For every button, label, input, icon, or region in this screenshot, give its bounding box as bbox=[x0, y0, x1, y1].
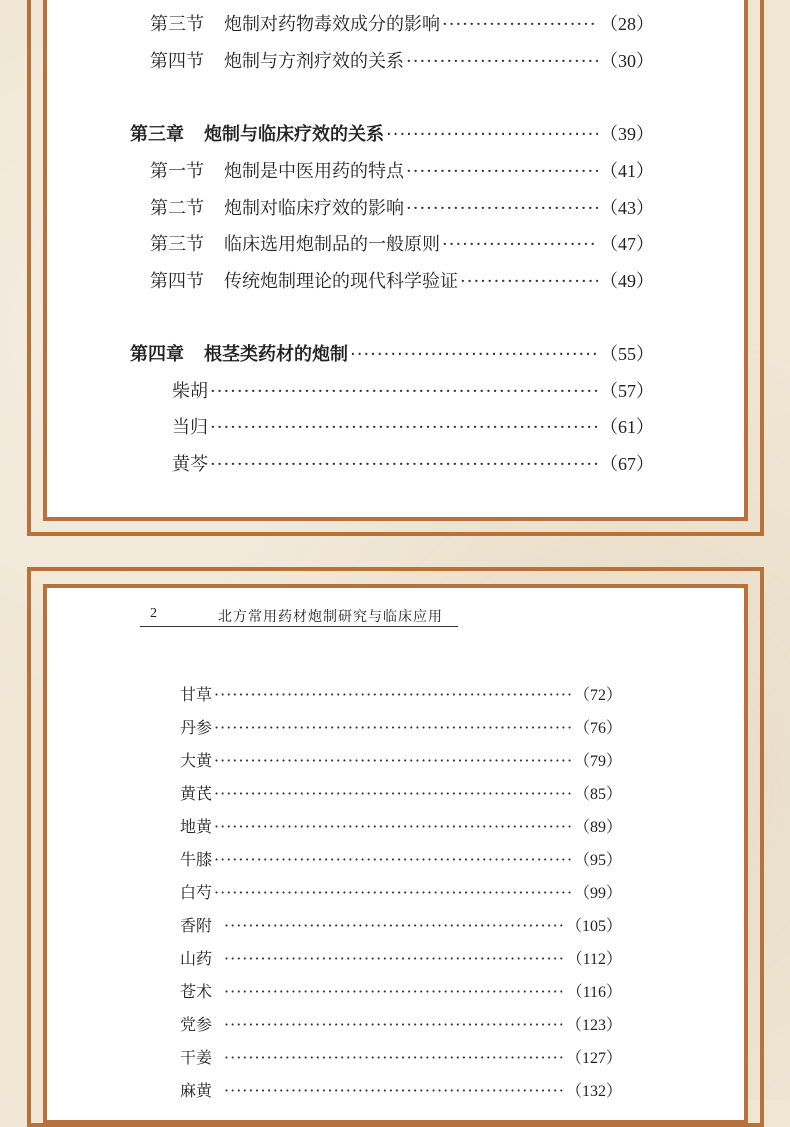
entry-page: （61） bbox=[600, 417, 654, 437]
toc-entry bbox=[172, 413, 654, 437]
entry-page: （79） bbox=[573, 753, 622, 770]
toc-chapter-entry bbox=[130, 120, 654, 144]
dot-leader bbox=[386, 124, 598, 145]
entry-page: （112） bbox=[566, 951, 622, 968]
entry-page: （30） bbox=[600, 51, 654, 71]
toc-entry bbox=[150, 10, 654, 34]
entry-page: （47） bbox=[600, 234, 654, 254]
toc-entry bbox=[180, 814, 622, 837]
header-page-number: 2 bbox=[150, 606, 157, 621]
dot-leader bbox=[224, 1081, 564, 1100]
entry-title: 白芍 bbox=[180, 883, 213, 902]
entry-page: （67） bbox=[600, 454, 654, 474]
entry-page: （127） bbox=[565, 1050, 622, 1067]
dot-leader bbox=[214, 751, 572, 770]
entry-title: 黄芪 bbox=[180, 784, 213, 803]
toc-entry bbox=[150, 267, 654, 291]
toc-entry bbox=[180, 1012, 622, 1035]
header-book-title: 北方常用药材炮制研究与临床应用 bbox=[218, 609, 443, 625]
entry-page: （89） bbox=[573, 819, 622, 836]
page-frame-inner bbox=[43, 0, 748, 521]
toc-entry bbox=[180, 781, 622, 804]
toc-entry bbox=[150, 47, 654, 71]
entry-page: （41） bbox=[600, 161, 654, 181]
dot-leader bbox=[214, 718, 572, 737]
toc-chapter-entry bbox=[130, 340, 654, 364]
entry-title: 干姜 bbox=[180, 1048, 213, 1067]
entry-page: （43） bbox=[600, 198, 654, 218]
entry-page: （132） bbox=[565, 1083, 622, 1100]
toc-entry bbox=[150, 230, 654, 254]
entry-title: 当归 bbox=[172, 417, 208, 438]
entry-page: （116） bbox=[566, 984, 622, 1001]
entry-page: （55） bbox=[600, 344, 654, 364]
entry-page: （99） bbox=[573, 885, 622, 902]
toc-entry bbox=[180, 979, 622, 1002]
dot-leader bbox=[210, 381, 598, 402]
entry-number: 第四节 bbox=[150, 271, 204, 292]
dot-leader bbox=[210, 417, 598, 438]
dot-leader bbox=[442, 234, 598, 255]
entry-number: 第四章 bbox=[130, 344, 184, 365]
entry-page: （85） bbox=[573, 786, 622, 803]
dot-leader bbox=[224, 949, 565, 968]
entry-number: 第二节 bbox=[150, 198, 204, 219]
entry-page: （76） bbox=[573, 720, 622, 737]
entry-number: 第三节 bbox=[150, 14, 204, 35]
entry-number: 第四节 bbox=[150, 51, 204, 72]
entry-title: 柴胡 bbox=[172, 381, 208, 402]
entry-page: （39） bbox=[600, 124, 654, 144]
toc-entry bbox=[180, 1078, 622, 1101]
entry-number: 第三节 bbox=[150, 234, 204, 255]
dot-leader bbox=[214, 685, 572, 704]
entry-page: （57） bbox=[600, 381, 654, 401]
entry-title: 牛膝 bbox=[180, 850, 213, 869]
entry-page: （72） bbox=[573, 687, 622, 704]
toc-entry bbox=[172, 450, 654, 474]
toc-entry bbox=[180, 715, 622, 738]
dot-leader bbox=[214, 784, 572, 803]
dot-leader bbox=[406, 51, 598, 72]
toc-entry bbox=[180, 1045, 622, 1068]
entry-page: （49） bbox=[600, 271, 654, 291]
entry-title: 根茎类药材的炮制 bbox=[204, 344, 348, 365]
entry-title: 炮制对药物毒效成分的影响 bbox=[224, 14, 440, 35]
entry-title: 炮制与方剂疗效的关系 bbox=[224, 51, 404, 72]
entry-page: （123） bbox=[565, 1017, 622, 1034]
dot-leader bbox=[460, 271, 598, 292]
entry-number: 第三章 bbox=[130, 124, 184, 145]
entry-title: 甘草 bbox=[180, 685, 213, 704]
entry-title: 大黄 bbox=[180, 751, 213, 770]
dot-leader bbox=[406, 198, 598, 219]
toc-entry bbox=[180, 682, 622, 705]
entry-title: 黄芩 bbox=[172, 454, 208, 475]
running-header bbox=[140, 606, 458, 627]
entry-title: 炮制与临床疗效的关系 bbox=[204, 124, 384, 145]
entry-title: 临床选用炮制品的一般原则 bbox=[224, 234, 440, 255]
dot-leader bbox=[224, 1015, 564, 1034]
entry-page: （95） bbox=[573, 852, 622, 869]
toc-entry bbox=[180, 748, 622, 771]
entry-title: 丹参 bbox=[180, 718, 213, 737]
entry-number: 第一节 bbox=[150, 161, 204, 182]
dot-leader bbox=[350, 344, 598, 365]
entry-title: 苍术 bbox=[180, 982, 213, 1001]
entry-page: （105） bbox=[565, 918, 622, 935]
toc-entry bbox=[150, 194, 654, 218]
entry-title: 党参 bbox=[180, 1015, 213, 1034]
entry-title: 香附 bbox=[180, 916, 213, 935]
dot-leader bbox=[210, 454, 598, 475]
entry-page: （28） bbox=[600, 14, 654, 34]
entry-title: 麻黄 bbox=[180, 1081, 213, 1100]
dot-leader bbox=[214, 883, 572, 902]
dot-leader bbox=[442, 14, 598, 35]
toc-entry bbox=[172, 377, 654, 401]
toc-entry bbox=[180, 913, 622, 936]
dot-leader bbox=[214, 850, 572, 869]
dot-leader bbox=[224, 1048, 564, 1067]
toc-entry bbox=[180, 847, 622, 870]
entry-title: 炮制是中医用药的特点 bbox=[224, 161, 404, 182]
entry-title: 地黄 bbox=[180, 817, 213, 836]
toc-entry bbox=[150, 157, 654, 181]
dot-leader bbox=[224, 982, 565, 1001]
dot-leader bbox=[406, 161, 598, 182]
toc-entry bbox=[180, 880, 622, 903]
entry-title: 山药 bbox=[180, 949, 213, 968]
entry-title: 传统炮制理论的现代科学验证 bbox=[224, 271, 458, 292]
dot-leader bbox=[214, 817, 572, 836]
toc-entry bbox=[180, 946, 622, 969]
dot-leader bbox=[224, 916, 564, 935]
entry-title: 炮制对临床疗效的影响 bbox=[224, 198, 404, 219]
